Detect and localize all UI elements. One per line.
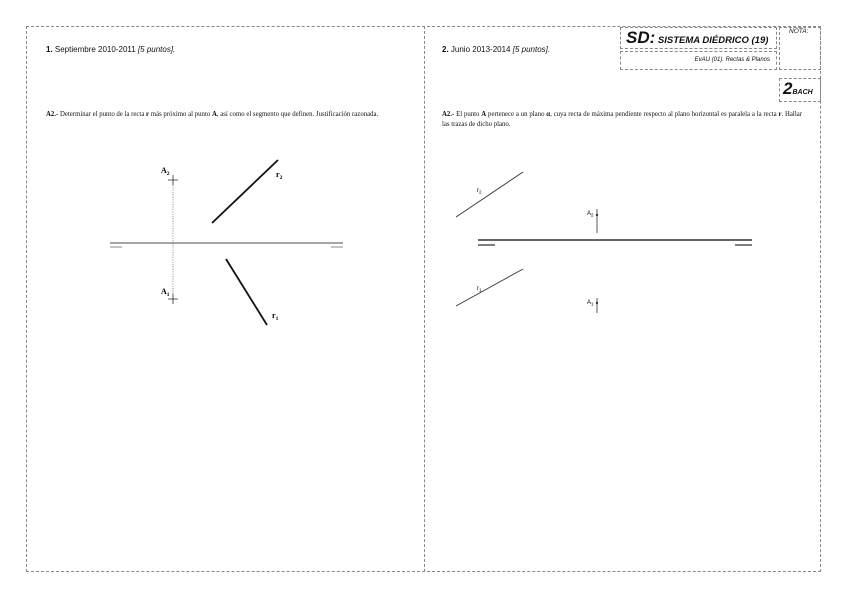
- right-a2-label: $A_2$: [587, 211, 594, 218]
- exercise-1-id: A2.-: [46, 111, 59, 118]
- exam-subtitle: EvAU (01). Rectas & Planos: [694, 57, 770, 63]
- statement-text: , así como el segmento que definen. Justificación razonada.: [216, 111, 379, 118]
- statement-text: . Hallar las trazas de dicho plano.: [442, 111, 802, 128]
- statement-r: r: [778, 111, 782, 118]
- right-r1-line: [456, 269, 523, 306]
- right-r1-label: $r_1$: [477, 286, 482, 293]
- right-r2-label: $r_2$: [477, 188, 482, 195]
- sd-title-text: SISTEMA DIÉDRICO (19): [655, 35, 769, 46]
- statement-text: pertenece a un plano: [486, 111, 547, 118]
- right-ground-line: [478, 240, 752, 245]
- right-r2-line: [456, 172, 523, 217]
- sd-abbrev: SD:: [626, 28, 656, 47]
- left-r2-label: $r_2$: [276, 170, 283, 181]
- nota-label: NOTA:: [789, 28, 809, 35]
- statement-a: A: [481, 111, 487, 118]
- left-ground-line: [110, 243, 343, 247]
- statement-alpha: α: [546, 111, 551, 118]
- statement-a: A: [211, 111, 217, 118]
- right-a1-label: $A_1$: [587, 300, 594, 307]
- course-level: BACH: [792, 89, 813, 96]
- left-r1-line: [226, 259, 267, 325]
- statement-text: El punto: [454, 111, 482, 118]
- statement-text: más próximo al punto: [149, 111, 212, 118]
- course-number: 2: [783, 79, 793, 98]
- left-a1-label: $A_1$: [161, 287, 170, 298]
- exercise-2-number: 2.: [442, 45, 449, 54]
- exercise-2-id: A2.-: [442, 111, 455, 118]
- statement-text: , cuya recta de máxima pendiente respecto al plano horizontal es paralela a la recta: [550, 111, 779, 118]
- exercise-2-session: Junio 2013-2014: [448, 45, 513, 54]
- left-a2-label: $A_2$: [161, 166, 170, 177]
- left-r1-label: $r_1$: [272, 311, 279, 322]
- right-a2-mark: [596, 209, 598, 233]
- exercise-1-number: 1.: [46, 45, 53, 54]
- exercise-2-points: [5 puntos].: [512, 45, 551, 54]
- exercise-1-points: [5 puntos].: [137, 45, 176, 54]
- left-r2-line: [212, 160, 278, 223]
- statement-text: Determinar el punto de la recta: [58, 111, 147, 118]
- statement-r: r: [146, 111, 150, 118]
- exercise-1-session: Septiembre 2010-2011: [52, 45, 138, 54]
- right-a1-mark: [596, 298, 598, 313]
